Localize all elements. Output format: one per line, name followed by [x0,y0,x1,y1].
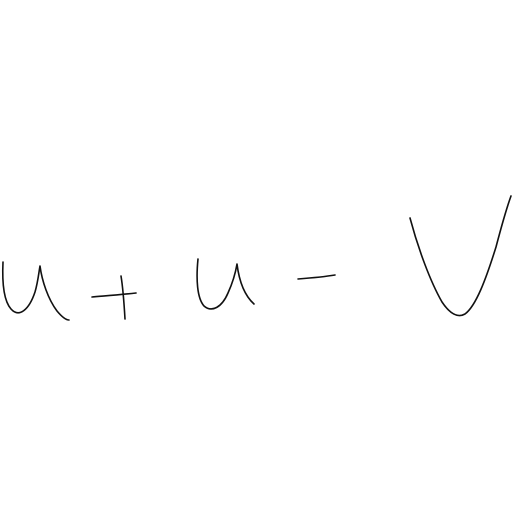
glyph-u-1 [3,262,69,320]
glyph-u-2 [197,259,254,309]
glyph-v [410,196,511,316]
glyph-minus [298,275,335,279]
glyph-plus-horizontal [92,293,136,297]
glyph-plus-vertical [121,276,125,319]
